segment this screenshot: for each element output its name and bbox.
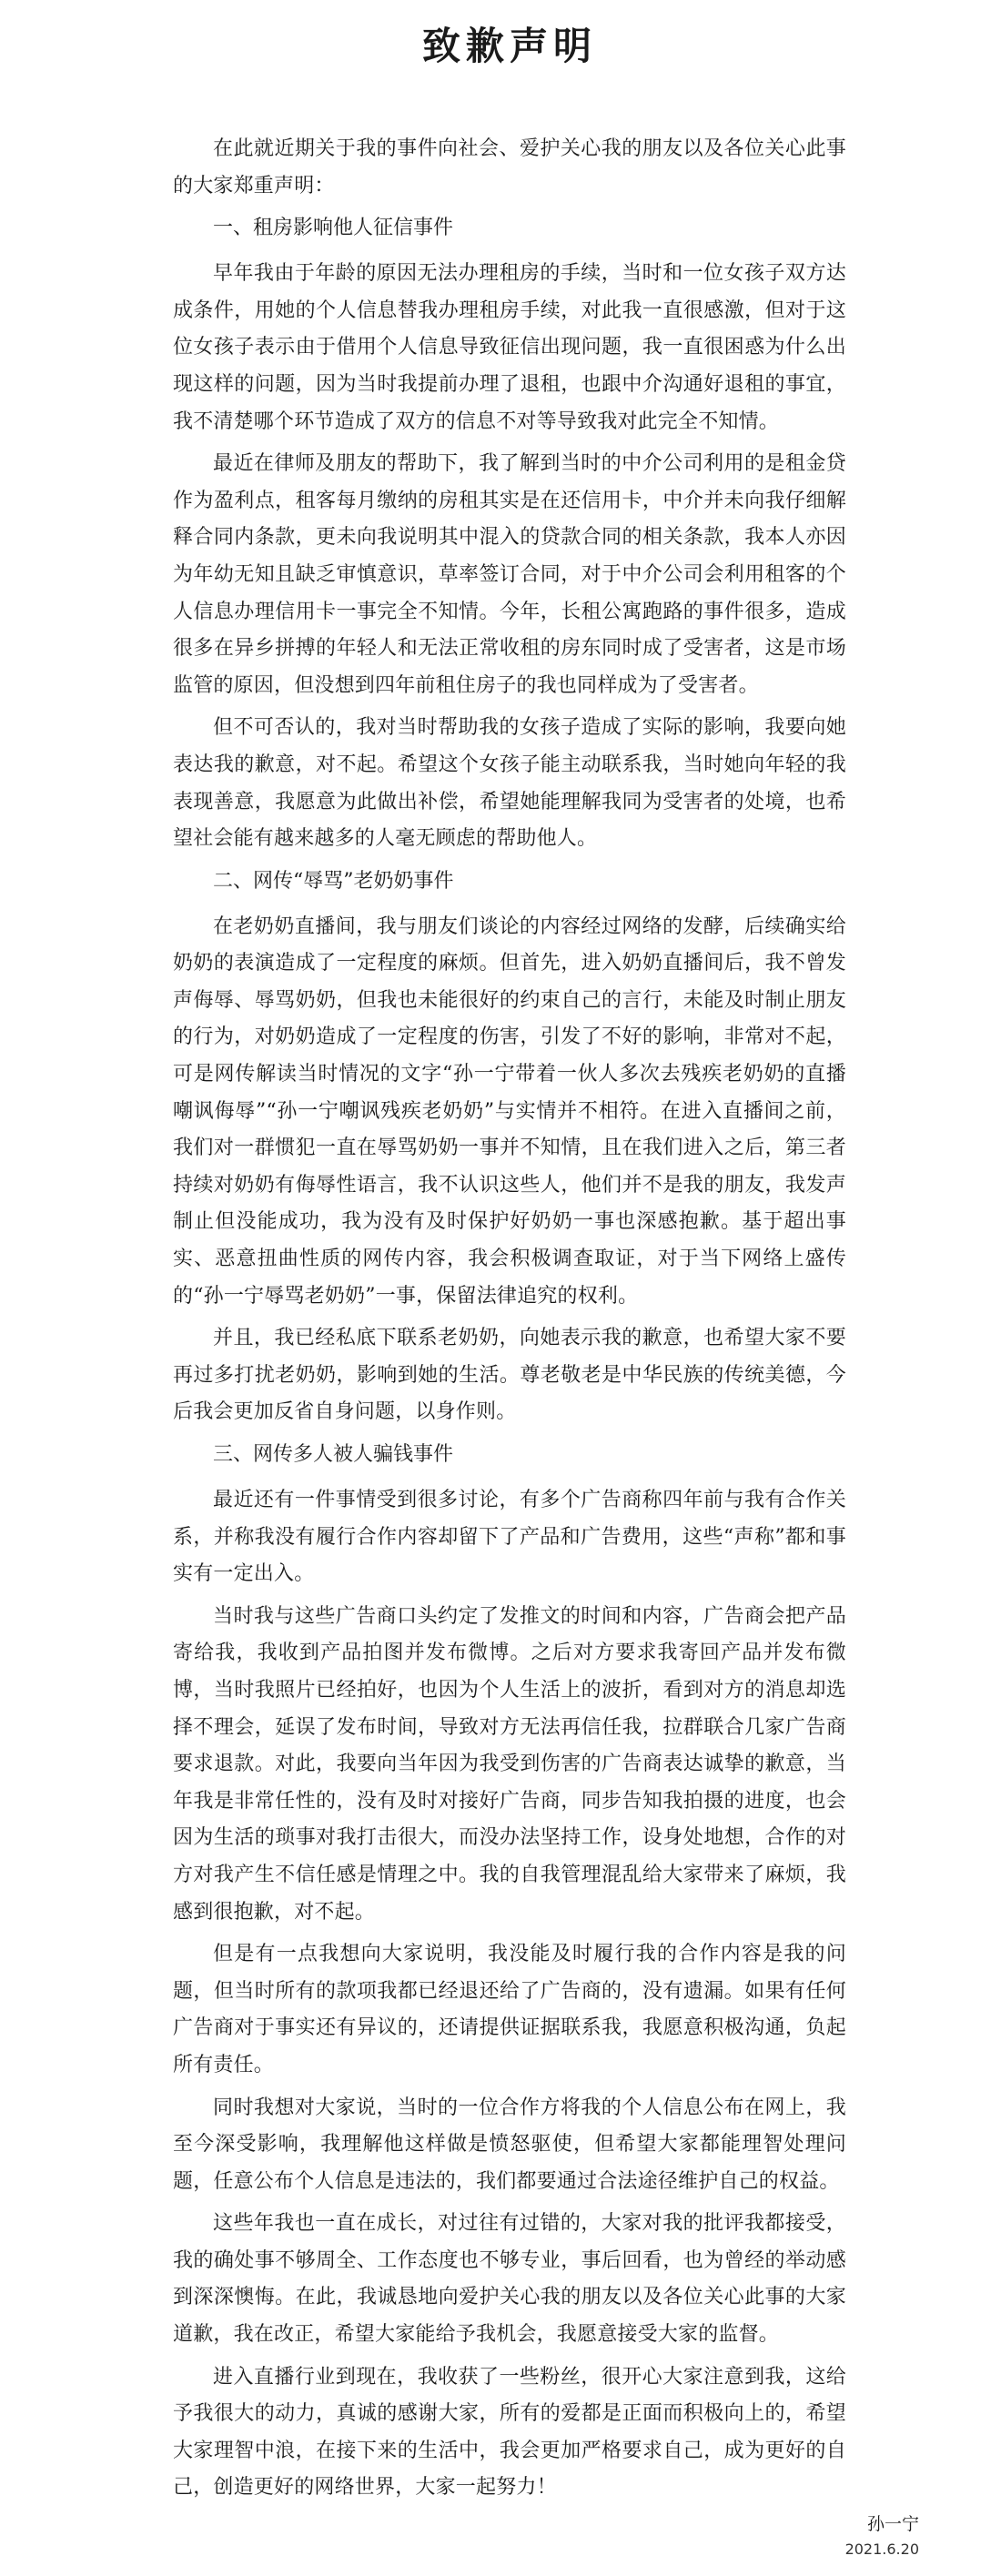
signature-block (845, 2511, 919, 2562)
section-1-paragraph-1: 早年我由于年龄的原因无法办理租房的手续，当时和一位女孩子双方达成条件，用她的个人信息替我办理租房手续，对此我一直很感激，但对于这位女孩子表示由于借用个人信息导致征信出现问题，我一直很困惑为什么出现这样的问题，因为当时我提前办理了退租，也跟中介沟通好退租的事宜，我不清楚哪个环节造成了双方的信息不对等导致我对此完全不知情。 (173, 262, 846, 433)
section-2-paragraph-2: 并且，我已经私底下联系老奶奶，向她表示我的歉意，也希望大家不要再过多打扰老奶奶，影响到她的生活。尊老敬老是中华民族的传统美德，今后我会更加反省自身问题，以身作则。 (173, 1327, 846, 1424)
section-3-paragraph-3: 但是有一点我想向大家说明，我没能及时履行我的合作内容是我的问题，但当时所有的款项我都已经退还给了广告商的，没有遗漏。如果有任何广告商对于事实还有异议的，还请提供证据联系我，我愿意积极沟通，负起所有责任。 (173, 1943, 846, 2076)
signature-date: 2021.6.20 (844, 2541, 919, 2558)
section-3-paragraph-5: 这些年我也一直在成长，对过往有过错的，大家对我的批评我都接受，我的确处事不够周全、工作态度也不够专业，事后回看，也为曾经的举动感到深深懊悔。在此，我诚恳地向爱护关心我的朋友以及各位关心此事的大家道歉，我在改正，希望大家能给予我机会，我愿意接受大家的监督。 (173, 2212, 846, 2347)
section-1-paragraph-3: 但不可否认的，我对当时帮助我的女孩子造成了实际的影响，我要向她表达我的歉意，对不起。希望这个女孩子能主动联系我，当时她向年轻的我表现善意，我愿意为此做出补偿，希望她能理解我同为受害者的处境，也希望社会能有越来越多的人毫无顾虑的帮助他人。 (173, 716, 846, 851)
section-heading-3: 三、网传多人被人骗钱事件 (213, 1443, 454, 1466)
section-3-paragraph-4: 同时我想对大家说，当时的一位合作方将我的个人信息公布在网上，我至今深受影响，我理解他这样做是愤怒驱使，但希望大家都能理智处理问题，任意公布个人信息是违法的，我们都要通过合法途径维护自己的权益。 (173, 2096, 846, 2193)
section-3-paragraph-2: 当时我与这些广告商口头约定了发推文的时间和内容，广告商会把产品寄给我，我收到产品拍图并发布微博。之后对方要求我寄回产品并发布微博，当时我照片已经拍好，也因为个人生活上的波折，看到对方的消息却选择不理会，延误了发布时间，导致对方无法再信任我，拉群联合几家广告商要求退款。对此，我要向当年因为我受到伤害的广告商表达诚挚的歉意，当年我是非常任性的，没有及时对接好广告商，同步告知我拍摄的进度，也会因为生活的琐事对我打击很大，而没办法坚持工作，设身处地想，合作的对方对我产生不信任感是情理之中。我的自我管理混乱给大家带来了麻烦，我感到很抱歉，对不起。 (173, 1604, 846, 1924)
section-2-paragraph-1: 在老奶奶直播间，我与朋友们谈论的内容经过网络的发酵，后续确实给奶奶的表演造成了一定程度的麻烦。但首先，进入奶奶直播间后，我不曾发声侮辱、辱骂奶奶，但我也未能很好的约束自己的言行，未能及时制止朋友的行为，对奶奶造成了一定程度的伤害，引发了不好的影响，非常对不起，可是网传解读当时情况的文字“孙一宁带着一伙人多次去残疾老奶奶的直播嘲讽侮辱”“孙一宁嘲讽残疾老奶奶”与实情并不相符。在进入直播间之前，我们对一群惯犯一直在辱骂奶奶一事并不知情，且在我们进入之后，第三者持续对奶奶有侮辱性语言，我不认识这些人，他们并不是我的朋友，我发声制止但没能成功，我为没有及时保护好奶奶一事也深感抱歉。基于超出事实、恶意扭曲性质的网传内容，我会积极调查取证，对于当下网络上盛传的“孙一宁辱骂老奶奶”一事，保留法律追究的权利。 (173, 914, 846, 1308)
closing-paragraph: 进入直播行业到现在，我收获了一些粉丝，很开心大家注意到我，这给予我很大的动力，真诚的感谢大家，所有的爱都是正面而积极向上的，希望大家理智中浪，在接下来的生活中，我会更加严格要求自己，成为更好的自己，创造更好的网络世界，大家一起努力！ (173, 2365, 846, 2500)
signature-name: 孙一宁 (866, 2514, 919, 2534)
intro-paragraph: 在此就近期关于我的事件向社会、爱护关心我的朋友以及各位关心此事的大家郑重声明： (173, 137, 846, 197)
section-heading-2: 二、网传“辱骂”老奶奶事件 (213, 869, 454, 893)
section-3-paragraph-1: 最近还有一件事情受到很多讨论，有多个广告商称四年前与我有合作关系，并称我没有履行合作内容却留下了产品和广告费用，这些“声称”都和事实有一定出入。 (173, 1489, 846, 1586)
section-heading-1: 一、租房影响他人征信事件 (213, 217, 454, 240)
section-1-paragraph-2: 最近在律师及朋友的帮助下，我了解到当时的中介公司利用的是租金贷作为盈利点，租客每月缴纳的房租其实是在还信用卡，中介并未向我仔细解释合同内条款，更未向我说明其中混入的贷款合同的相关条款，我本人亦因为年幼无知且缺乏审慎意识，草率签订合同，对于中介公司会利用租客的个人信息办理信用卡一事完全不知情。今年，长租公寓跑路的事件很多，造成很多在异乡拼搏的年轻人和无法正常收租的房东同时成了受害者，这是市场监管的原因，但没想到四年前租住房子的我也同样成为了受害者。 (173, 452, 846, 697)
page-title: 致歉声明 (421, 24, 597, 68)
